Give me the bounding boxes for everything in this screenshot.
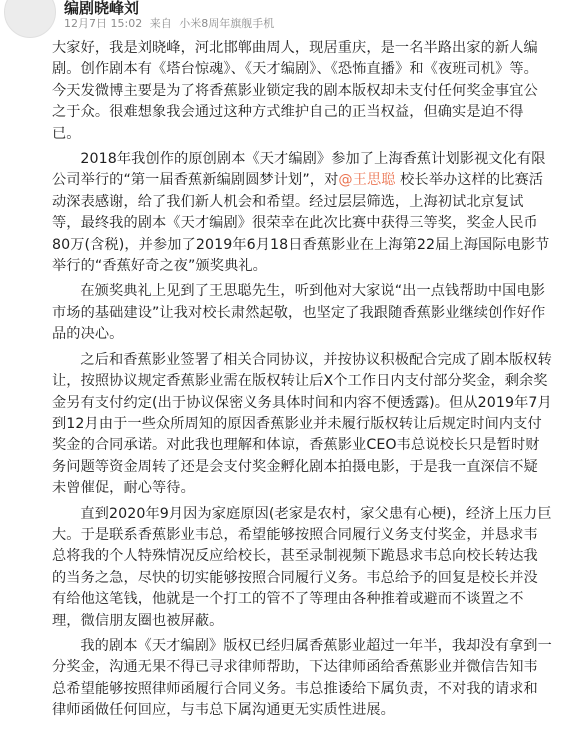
post-paragraph-6: 我的剧本《天才编剧》版权已经归属香蕉影业超过一年半，我却没有拿到一分奖金，沟通无果不得已寻求律师帮助，下达律师函给香蕉影业并微信告知韦总希望能够按照律师函履行合同义务。韦总推诿给下属负责，不对我的请求和律师函做任何回应，与韦总下属沟通更无实质性进展。 xyxy=(52,637,552,719)
post-paragraph-3: 在颁奖典礼上见到了王思聪先生，听到他对大家说“出一点钱帮助中国电影市场的基础建设”让我对校长肃然起敬，也坚定了我跟随香蕉影业继续创作好作品的决心。 xyxy=(52,283,546,343)
post-content xyxy=(52,38,552,726)
post-paragraph-1: 大家好，我是刘晓峰，河北邯郸曲周人，现居重庆，是一名半路出家的新人编剧。创作剧本有《塔台惊魂》、《天才编剧》、《恐怖直播》和《夜班司机》等。今天发微博主要是为了将香蕉影业锁定我的剧本版权却未支付任何奖金事宜公之于众。很难想象我会通过这种方式维护自己的正当权益，但确实是迫不得已。 xyxy=(52,40,538,142)
post-meta xyxy=(64,15,278,31)
author-avatar[interactable] xyxy=(4,0,56,38)
paragraph-2-text-before: 2018年我创作的原创剧本《天才编剧》参加了上海香蕉计划影视文化有限公司举行的“第一届香蕉新编剧圆梦计划”，对 xyxy=(52,151,546,189)
paragraph-2-text-after: 校长举办这样的比赛活动深表感谢，给了我们新人机会和希望。经过层层筛选，上海初试北京复试等，最终我的剧本《天才编剧》很荣幸在此次比赛中获得三等奖，奖金人民币80万(含税)，并参加了2019年6月18日香蕉影业在上海第22届上海国际电影节举行的“香蕉好奇之夜”颁奖典礼。 xyxy=(52,172,550,275)
post-paragraph-2 xyxy=(52,149,552,277)
author-name[interactable]: 编剧晓峰刘 xyxy=(64,0,140,17)
post-source-prefix: 来自 xyxy=(149,17,172,30)
post-paragraph-5: 直到2020年9月因为家庭原因(老家是农村，家父患有心梗)，经济上压力巨大。于是联系香蕉影业韦总，希望能够按照合同履行义务支付奖金，并恳求韦总将我的个人特殊情况反应给校长，甚至录制视频下跪恳求韦总向校长转达我的当务之急，尽快的切实能够按照合同履行义务。韦总给予的回复是校长并没有给他这笔钱，他就是一个打工的管不了等理由各种推着或避而不谈置之不理，微信朋友圈也被屏蔽。 xyxy=(52,505,552,629)
post-paragraph-4: 之后和香蕉影业签署了相关合同协议，并按协议积极配合完成了剧本版权转让，按照协议规定香蕉影业需在版权转让后X个工作日内支付部分奖金，剩余奖金另有支付约定(出于协议保密义务具体时间和内容不便透露)。但从2019年7月到12月由于一些众所周知的原因香蕉影业并未履行版权转让后规定时间内支付奖金的合同承诺。对此我也理解和体谅，香蕉影业CEO韦总说校长只是暂时财务问题等资金周转了还是会支付奖金孵化剧本拍摄电影，于是我一直深信不疑未曾催促，耐心等待。 xyxy=(52,351,552,497)
mention-link[interactable]: @王思聪 xyxy=(338,172,396,189)
post-date[interactable]: 12月7日 15:02 xyxy=(64,17,143,30)
post-source-device[interactable]: 小米8周年旗舰手机 xyxy=(179,17,275,30)
